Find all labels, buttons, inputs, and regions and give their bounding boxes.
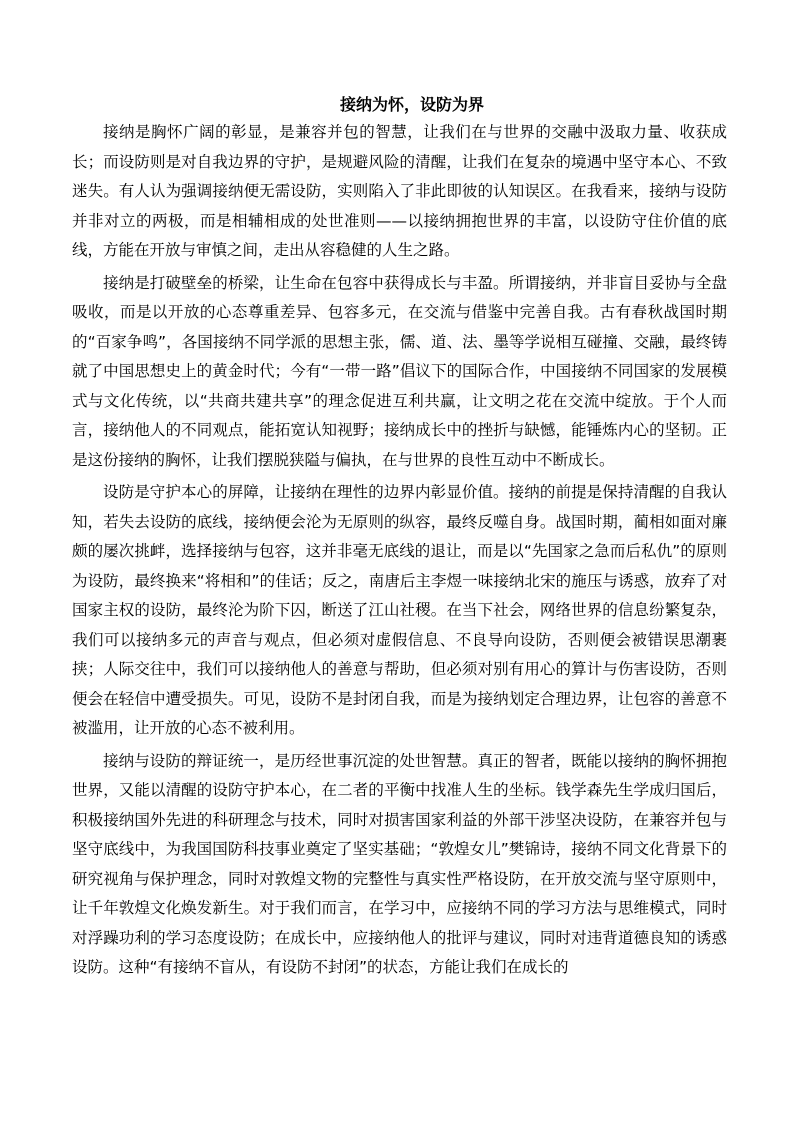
paragraph-3: 设防是守护本心的屏障，让接纳在理性的边界内彰显价值。接纳的前提是保持清醒的自我认知，若失去设防的底线，接纳便会沦为无原则的纵容，最终反噬自身。战国时期，蔺相如面对廉颇的屡次挑衅，选择接纳与包容，这并非毫无底线的退让，而是以“先国家之急而后私仇”的原则为设防，最终换来“将相和”的佳话；反之，南唐后主李煜一味接纳北宋的施压与诱惑，放弃了对国家主权的设防，最终沦为阶下囚，断送了江山社稷。在当下社会，网络世界的信息纷繁复杂，我们可以接纳多元的声音与观点，但必须对虚假信息、不良导向设防，否则便会被错误思潮裹挟；人际交往中，我们可以接纳他人的善意与帮助，但必须对别有用心的算计与伤害设防，否则便会在轻信中遭受损失。可见，设防不是封闭自我，而是为接纳划定合理边界，让包容的善意不被滥用，让开放的心态不被利用。 <box>72 483 727 737</box>
paragraph-2: 接纳是打破壁垒的桥梁，让生命在包容中获得成长与丰盈。所谓接纳，并非盲目妥协与全盘吸收，而是以开放的心态尊重差异、包容多元，在交流与借鉴中完善自我。古有春秋战国时期的“百家争鸣”，各国接纳不同学派的思想主张，儒、道、法、墨等学说相互碰撞、交融，最终铸就了中国思想史上的黄金时代；今有“一带一路”倡议下的国际合作，中国接纳不同国家的发展模式与文化传统，以“共商共建共享”的理念促进互利共赢，让文明之花在交流中绽放。于个人而言，接纳他人的不同观点，能拓宽认知视野；接纳成长中的挫折与缺憾，能锤炼内心的坚韧。正是这份接纳的胸怀，让我们摆脱狭隘与偏执，在与世界的良性互动中不断成长。 <box>72 273 727 469</box>
essay-title: 接纳为怀，设防为界 <box>339 95 484 114</box>
essay-body <box>72 118 727 986</box>
paragraph-4: 接纳与设防的辩证统一，是历经世事沉淀的处世智慧。真正的智者，既能以接纳的胸怀拥抱世界，又能以清醒的设防守护本心，在二者的平衡中找准人生的坐标。钱学森先生学成归国后，积极接纳国外先进的科研理念与技术，同时对损害国家利益的外部干涉坚决设防，在兼容并包与坚守底线中，为我国国防科技事业奠定了坚实基础；“敦煌女儿”樊锦诗，接纳不同文化背景下的研究视角与保护理念，同时对敦煌文物的完整性与真实性严格设防，在开放交流与坚守原则中，让千年敦煌文化焕发新生。对于我们而言，在学习中，应接纳不同的学习方法与思维模式，同时对浮躁功利的学习态度设防；在成长中，应接纳他人的批评与建议，同时对违背道德良知的诱惑设防。这种“有接纳不盲从，有设防不封闭”的状态，方能让我们在成长的 <box>72 751 727 976</box>
paragraph-1: 接纳是胸怀广阔的彰显，是兼容并包的智慧，让我们在与世界的交融中汲取力量、收获成长；而设防则是对自我边界的守护，是规避风险的清醒，让我们在复杂的境遇中坚守本心、不致迷失。有人认为强调接纳便无需设防，实则陷入了非此即彼的认知误区。在我看来，接纳与设防并非对立的两极，而是相辅相成的处世准则——以接纳拥抱世界的丰富，以设防守住价值的底线，方能在开放与审慎之间，走出从容稳健的人生之路。 <box>72 123 727 259</box>
